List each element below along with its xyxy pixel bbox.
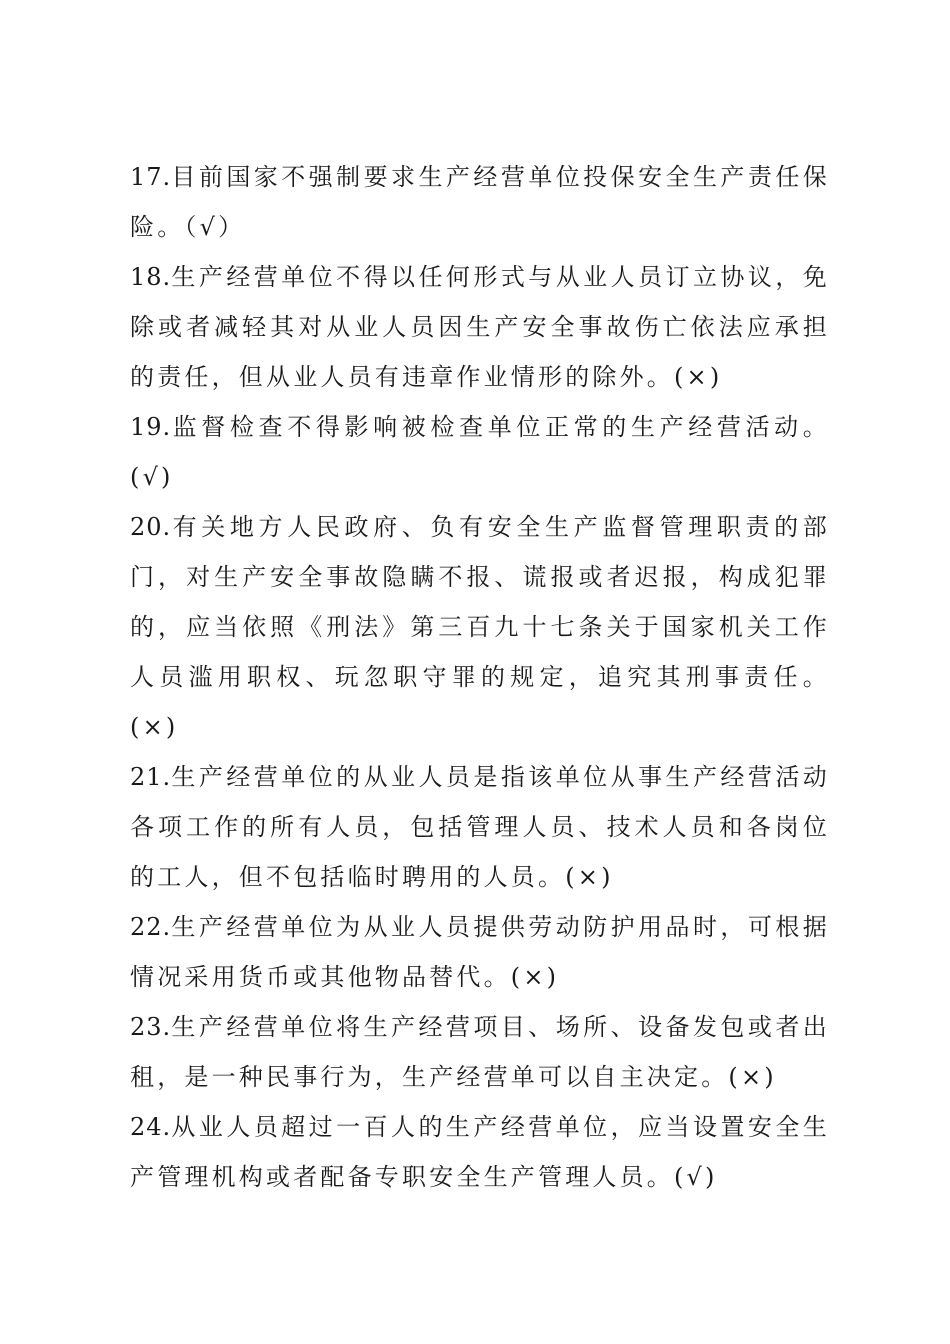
question-number: 18. <box>130 263 172 291</box>
question-number: 19. <box>130 413 172 441</box>
question-text: 从业人员超过一百人的生产经营单位，应当设置安全生产管理机构或者配备专职安全生产管理人员。(√) <box>130 1113 830 1191</box>
question-number: 21. <box>130 763 172 791</box>
question-item-23 <box>130 1002 830 1102</box>
question-number: 23. <box>130 1013 172 1041</box>
question-item-19 <box>130 402 830 502</box>
question-text: 生产经营单位将生产经营项目、场所、设备发包或者出租，是一种民事行为，生产经营单可以自主决定。(×) <box>130 1013 830 1091</box>
question-item-21 <box>130 752 830 902</box>
question-text: 有关地方人民政府、负有安全生产监督管理职责的部门，对生产安全事故隐瞒不报、谎报或者迟报，构成犯罪的，应当依照《刑法》第三百九十七条关于国家机关工作人员滥用职权、玩忽职守罪的规定，追究其刑事责任。(×) <box>130 513 830 741</box>
question-number: 22. <box>130 913 172 941</box>
question-number: 20. <box>130 513 172 541</box>
question-item-20 <box>130 502 830 752</box>
question-text: 监督检查不得影响被检查单位正常的生产经营活动。(√) <box>130 413 830 491</box>
question-text: 生产经营单位不得以任何形式与从业人员订立协议，免除或者减轻其对从业人员因生产安全事故伤亡依法应承担的责任，但从业人员有违章作业情形的除外。(×) <box>130 263 830 391</box>
question-item-24 <box>130 1102 830 1202</box>
question-text: 生产经营单位的从业人员是指该单位从事生产经营活动各项工作的所有人员，包括管理人员、技术人员和各岗位的工人，但不包括临时聘用的人员。(×) <box>130 763 830 891</box>
question-number: 24. <box>130 1113 172 1141</box>
question-text: 生产经营单位为从业人员提供劳动防护用品时，可根据情况采用货币或其他物品替代。(×) <box>130 913 830 991</box>
question-item-17 <box>130 152 830 252</box>
question-list <box>130 152 830 1202</box>
question-item-22 <box>130 902 830 1002</box>
question-item-18 <box>130 252 830 402</box>
question-number: 17. <box>130 163 172 191</box>
question-text: 目前国家不强制要求生产经营单位投保安全生产责任保险。（√） <box>130 163 830 241</box>
